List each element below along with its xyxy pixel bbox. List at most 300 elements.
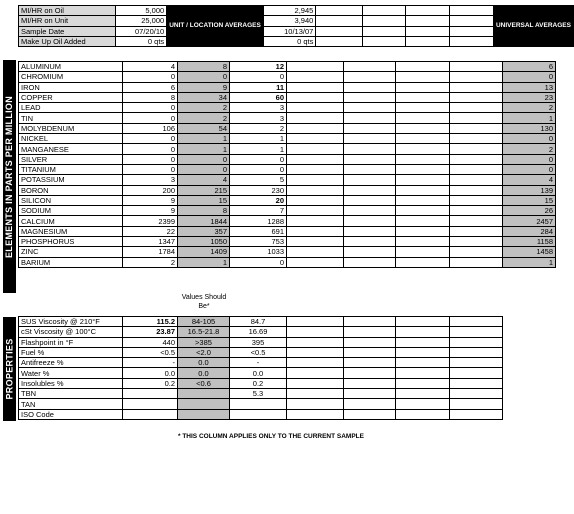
element-row: [19, 257, 556, 267]
property-prev-value: 16.69: [230, 327, 287, 337]
element-prev-value: 230: [230, 185, 287, 195]
empty-cell: [344, 185, 396, 195]
empty-cell: [450, 62, 503, 72]
element-universal-average: 1158: [503, 237, 556, 247]
empty-cell: [450, 257, 503, 267]
empty-cell: [287, 409, 344, 419]
element-row: [19, 123, 556, 133]
element-current-value: 0: [123, 134, 178, 144]
header-current-value: 25,000: [116, 16, 167, 26]
empty-cell: [287, 175, 344, 185]
header-prev-value: 2,945: [263, 6, 316, 16]
property-should-be: <0.6: [178, 378, 230, 388]
element-name: BORON: [19, 185, 123, 195]
property-row: [19, 389, 503, 399]
empty-cell: [396, 144, 450, 154]
property-row: [19, 378, 503, 388]
empty-cell: [287, 92, 344, 102]
property-row: [19, 368, 503, 378]
property-should-be: 84-105: [178, 317, 230, 327]
element-universal-average: 139: [503, 185, 556, 195]
element-unit-average: 54: [178, 123, 230, 133]
empty-cell: [396, 247, 450, 257]
element-unit-average: 34: [178, 92, 230, 102]
empty-cell: [450, 92, 503, 102]
empty-cell: [287, 164, 344, 174]
property-name: cSt Viscosity @ 100°C: [19, 327, 123, 337]
element-universal-average: 130: [503, 123, 556, 133]
empty-cell: [363, 26, 406, 36]
empty-cell: [344, 399, 396, 409]
element-unit-average: 215: [178, 185, 230, 195]
element-unit-average: 2: [178, 103, 230, 113]
element-row: [19, 247, 556, 257]
empty-cell: [450, 247, 503, 257]
empty-cell: [450, 195, 503, 205]
element-unit-average: 1: [178, 144, 230, 154]
empty-cell: [396, 409, 450, 419]
element-name: ALUMINUM: [19, 62, 123, 72]
element-name: CHROMIUM: [19, 72, 123, 82]
empty-cell: [450, 175, 503, 185]
unit-location-averages-header: UNIT / LOCATION AVERAGES: [167, 6, 264, 47]
empty-cell: [287, 123, 344, 133]
property-name: TBN: [19, 389, 123, 399]
property-prev-value: 84.7: [230, 317, 287, 327]
element-current-value: 200: [123, 185, 178, 195]
property-name: ISO Code: [19, 409, 123, 419]
element-unit-average: 8: [178, 62, 230, 72]
element-universal-average: 0: [503, 134, 556, 144]
element-current-value: 4: [123, 62, 178, 72]
property-should-be: 0.0: [178, 368, 230, 378]
header-current-value: 07/20/10: [116, 26, 167, 36]
element-current-value: 0: [123, 113, 178, 123]
element-unit-average: 4: [178, 175, 230, 185]
empty-cell: [287, 185, 344, 195]
property-row: [19, 347, 503, 357]
element-universal-average: 2457: [503, 216, 556, 226]
element-prev-value: 5: [230, 175, 287, 185]
empty-cell: [287, 358, 344, 368]
empty-cell: [287, 226, 344, 236]
empty-cell: [396, 389, 450, 399]
empty-cell: [396, 216, 450, 226]
element-prev-value: 12: [230, 62, 287, 72]
header-row: [19, 6, 574, 16]
property-row: [19, 409, 503, 419]
element-name: TIN: [19, 113, 123, 123]
empty-cell: [450, 347, 503, 357]
empty-cell: [287, 103, 344, 113]
header-table: [18, 5, 574, 47]
header-row: [19, 26, 574, 36]
header-row: [19, 16, 574, 26]
empty-cell: [316, 36, 363, 46]
empty-cell: [396, 337, 450, 347]
empty-cell: [344, 154, 396, 164]
empty-cell: [344, 82, 396, 92]
empty-cell: [396, 327, 450, 337]
element-row: [19, 154, 556, 164]
empty-cell: [450, 368, 503, 378]
empty-cell: [450, 26, 494, 36]
empty-cell: [287, 337, 344, 347]
element-universal-average: 0: [503, 154, 556, 164]
element-current-value: 1784: [123, 247, 178, 257]
empty-cell: [396, 185, 450, 195]
element-name: IRON: [19, 82, 123, 92]
header-label: MI/HR on Oil: [19, 6, 116, 16]
empty-cell: [396, 113, 450, 123]
element-current-value: 0: [123, 154, 178, 164]
empty-cell: [450, 154, 503, 164]
empty-cell: [396, 257, 450, 267]
header-label: Sample Date: [19, 26, 116, 36]
empty-cell: [396, 378, 450, 388]
element-prev-value: 1288: [230, 216, 287, 226]
element-name: COPPER: [19, 92, 123, 102]
element-unit-average: 1: [178, 134, 230, 144]
property-prev-value: 5.3: [230, 389, 287, 399]
element-row: [19, 103, 556, 113]
elements-side-label: [3, 60, 16, 293]
empty-cell: [396, 72, 450, 82]
element-current-value: 9: [123, 195, 178, 205]
property-prev-value: <0.5: [230, 347, 287, 357]
empty-cell: [450, 134, 503, 144]
element-row: [19, 72, 556, 82]
empty-cell: [344, 144, 396, 154]
footnote: * THIS COLUMN APPLIES ONLY TO THE CURRENT SAMPLE: [178, 433, 364, 440]
property-should-be: [178, 399, 230, 409]
empty-cell: [396, 103, 450, 113]
element-name: CALCIUM: [19, 216, 123, 226]
empty-cell: [396, 237, 450, 247]
empty-cell: [287, 399, 344, 409]
element-universal-average: 0: [503, 164, 556, 174]
element-prev-value: 0: [230, 154, 287, 164]
empty-cell: [405, 26, 449, 36]
element-prev-value: 753: [230, 237, 287, 247]
property-row: [19, 337, 503, 347]
element-current-value: 22: [123, 226, 178, 236]
property-row: [19, 358, 503, 368]
header-row: [19, 36, 574, 46]
element-universal-average: 6: [503, 62, 556, 72]
empty-cell: [450, 144, 503, 154]
element-universal-average: 284: [503, 226, 556, 236]
empty-cell: [287, 347, 344, 357]
element-unit-average: 8: [178, 206, 230, 216]
empty-cell: [405, 36, 449, 46]
element-name: MANGANESE: [19, 144, 123, 154]
empty-cell: [344, 409, 396, 419]
property-prev-value: 0.2: [230, 378, 287, 388]
property-name: Fuel %: [19, 347, 123, 357]
header-prev-value: 10/13/07: [263, 26, 316, 36]
empty-cell: [287, 206, 344, 216]
empty-cell: [344, 164, 396, 174]
element-row: [19, 226, 556, 236]
empty-cell: [363, 16, 406, 26]
empty-cell: [450, 389, 503, 399]
element-prev-value: 11: [230, 82, 287, 92]
empty-cell: [396, 62, 450, 72]
element-name: LEAD: [19, 103, 123, 113]
empty-cell: [450, 226, 503, 236]
element-unit-average: 1409: [178, 247, 230, 257]
property-should-be: 16.5-21.8: [178, 327, 230, 337]
empty-cell: [344, 92, 396, 102]
element-unit-average: 2: [178, 113, 230, 123]
empty-cell: [287, 195, 344, 205]
property-prev-value: [230, 399, 287, 409]
property-name: Antifreeze %: [19, 358, 123, 368]
empty-cell: [450, 123, 503, 133]
element-universal-average: 2: [503, 144, 556, 154]
header-current-value: 0 qts: [116, 36, 167, 46]
empty-cell: [450, 317, 503, 327]
empty-cell: [344, 368, 396, 378]
header-label: Make Up Oil Added: [19, 36, 116, 46]
property-current-value: 0.0: [123, 368, 178, 378]
empty-cell: [287, 247, 344, 257]
element-prev-value: 691: [230, 226, 287, 236]
empty-cell: [450, 103, 503, 113]
element-prev-value: 2: [230, 123, 287, 133]
element-name: SILVER: [19, 154, 123, 164]
header-prev-value: 0 qts: [263, 36, 316, 46]
element-row: [19, 185, 556, 195]
empty-cell: [450, 216, 503, 226]
element-current-value: 0: [123, 72, 178, 82]
element-row: [19, 164, 556, 174]
element-row: [19, 195, 556, 205]
element-unit-average: 9: [178, 82, 230, 92]
element-name: NICKEL: [19, 134, 123, 144]
empty-cell: [396, 206, 450, 216]
empty-cell: [396, 358, 450, 368]
element-universal-average: 1: [503, 113, 556, 123]
empty-cell: [396, 82, 450, 92]
element-prev-value: 0: [230, 72, 287, 82]
element-row: [19, 134, 556, 144]
values-should-be-label: [177, 294, 231, 311]
element-current-value: 1347: [123, 237, 178, 247]
element-prev-value: 3: [230, 113, 287, 123]
element-current-value: 0: [123, 164, 178, 174]
element-universal-average: 15: [503, 195, 556, 205]
element-unit-average: 357: [178, 226, 230, 236]
property-current-value: 23.87: [123, 327, 178, 337]
empty-cell: [287, 237, 344, 247]
empty-cell: [287, 378, 344, 388]
empty-cell: [450, 82, 503, 92]
empty-cell: [287, 317, 344, 327]
empty-cell: [450, 358, 503, 368]
property-current-value: [123, 399, 178, 409]
empty-cell: [450, 399, 503, 409]
element-current-value: 8: [123, 92, 178, 102]
property-current-value: [123, 389, 178, 399]
property-row: [19, 399, 503, 409]
empty-cell: [287, 216, 344, 226]
property-prev-value: 0.0: [230, 368, 287, 378]
empty-cell: [344, 216, 396, 226]
element-prev-value: 1: [230, 144, 287, 154]
element-universal-average: 1458: [503, 247, 556, 257]
element-unit-average: 0: [178, 154, 230, 164]
empty-cell: [450, 237, 503, 247]
empty-cell: [396, 347, 450, 357]
property-should-be: >385: [178, 337, 230, 347]
property-current-value: <0.5: [123, 347, 178, 357]
element-unit-average: 0: [178, 164, 230, 174]
empty-cell: [287, 154, 344, 164]
empty-cell: [344, 257, 396, 267]
elements-table: [18, 61, 556, 268]
element-unit-average: 1: [178, 257, 230, 267]
properties-title: PROPERTIES: [4, 338, 15, 400]
empty-cell: [344, 195, 396, 205]
empty-cell: [344, 226, 396, 236]
header-label: MI/HR on Unit: [19, 16, 116, 26]
property-prev-value: 395: [230, 337, 287, 347]
property-current-value: 0.2: [123, 378, 178, 388]
empty-cell: [316, 6, 363, 16]
empty-cell: [344, 347, 396, 357]
empty-cell: [344, 378, 396, 388]
empty-cell: [396, 195, 450, 205]
empty-cell: [450, 16, 494, 26]
empty-cell: [287, 62, 344, 72]
empty-cell: [287, 257, 344, 267]
empty-cell: [344, 358, 396, 368]
properties-table: [18, 316, 503, 420]
empty-cell: [287, 134, 344, 144]
empty-cell: [396, 399, 450, 409]
element-unit-average: 0: [178, 72, 230, 82]
element-universal-average: 13: [503, 82, 556, 92]
empty-cell: [396, 134, 450, 144]
empty-cell: [344, 134, 396, 144]
element-current-value: 3: [123, 175, 178, 185]
element-name: MAGNESIUM: [19, 226, 123, 236]
property-should-be: [178, 409, 230, 419]
empty-cell: [344, 389, 396, 399]
empty-cell: [344, 247, 396, 257]
empty-cell: [450, 164, 503, 174]
empty-cell: [344, 237, 396, 247]
empty-cell: [450, 185, 503, 195]
element-name: MOLYBDENUM: [19, 123, 123, 133]
element-universal-average: 0: [503, 72, 556, 82]
element-prev-value: 20: [230, 195, 287, 205]
element-current-value: 0: [123, 144, 178, 154]
element-name: TITANIUM: [19, 164, 123, 174]
empty-cell: [450, 327, 503, 337]
property-current-value: -: [123, 358, 178, 368]
empty-cell: [344, 123, 396, 133]
property-row: [19, 317, 503, 327]
empty-cell: [450, 6, 494, 16]
empty-cell: [344, 175, 396, 185]
header-prev-value: 3,940: [263, 16, 316, 26]
empty-cell: [450, 206, 503, 216]
element-current-value: 0: [123, 103, 178, 113]
empty-cell: [363, 6, 406, 16]
property-prev-value: -: [230, 358, 287, 368]
property-should-be: 0.0: [178, 358, 230, 368]
empty-cell: [287, 389, 344, 399]
empty-cell: [450, 409, 503, 419]
element-current-value: 9: [123, 206, 178, 216]
empty-cell: [344, 72, 396, 82]
universal-averages-header: UNIVERSAL AVERAGES: [493, 6, 573, 47]
property-current-value: 440: [123, 337, 178, 347]
element-row: [19, 237, 556, 247]
empty-cell: [344, 62, 396, 72]
empty-cell: [287, 113, 344, 123]
element-prev-value: 1033: [230, 247, 287, 257]
element-prev-value: 1: [230, 134, 287, 144]
element-name: PHOSPHORUS: [19, 237, 123, 247]
empty-cell: [396, 368, 450, 378]
element-row: [19, 113, 556, 123]
element-name: POTASSIUM: [19, 175, 123, 185]
element-universal-average: 26: [503, 206, 556, 216]
element-row: [19, 216, 556, 226]
empty-cell: [287, 327, 344, 337]
empty-cell: [344, 206, 396, 216]
empty-cell: [344, 337, 396, 347]
element-universal-average: 1: [503, 257, 556, 267]
empty-cell: [450, 337, 503, 347]
property-name: Water %: [19, 368, 123, 378]
property-should-be: [178, 389, 230, 399]
values-should-be-text: Values Should Be*: [181, 294, 227, 310]
property-name: TAN: [19, 399, 123, 409]
element-unit-average: 1844: [178, 216, 230, 226]
element-prev-value: 3: [230, 103, 287, 113]
element-unit-average: 1050: [178, 237, 230, 247]
empty-cell: [287, 72, 344, 82]
element-row: [19, 144, 556, 154]
element-name: BARIUM: [19, 257, 123, 267]
empty-cell: [316, 26, 363, 36]
empty-cell: [287, 82, 344, 92]
element-prev-value: 60: [230, 92, 287, 102]
empty-cell: [450, 72, 503, 82]
element-prev-value: 0: [230, 164, 287, 174]
header-current-value: 5,000: [116, 6, 167, 16]
empty-cell: [287, 368, 344, 378]
empty-cell: [344, 113, 396, 123]
empty-cell: [344, 327, 396, 337]
element-universal-average: 23: [503, 92, 556, 102]
element-universal-average: 4: [503, 175, 556, 185]
empty-cell: [344, 317, 396, 327]
element-current-value: 2: [123, 257, 178, 267]
property-should-be: <2.0: [178, 347, 230, 357]
element-unit-average: 15: [178, 195, 230, 205]
element-row: [19, 206, 556, 216]
empty-cell: [363, 36, 406, 46]
element-row: [19, 62, 556, 72]
element-row: [19, 82, 556, 92]
empty-cell: [396, 154, 450, 164]
